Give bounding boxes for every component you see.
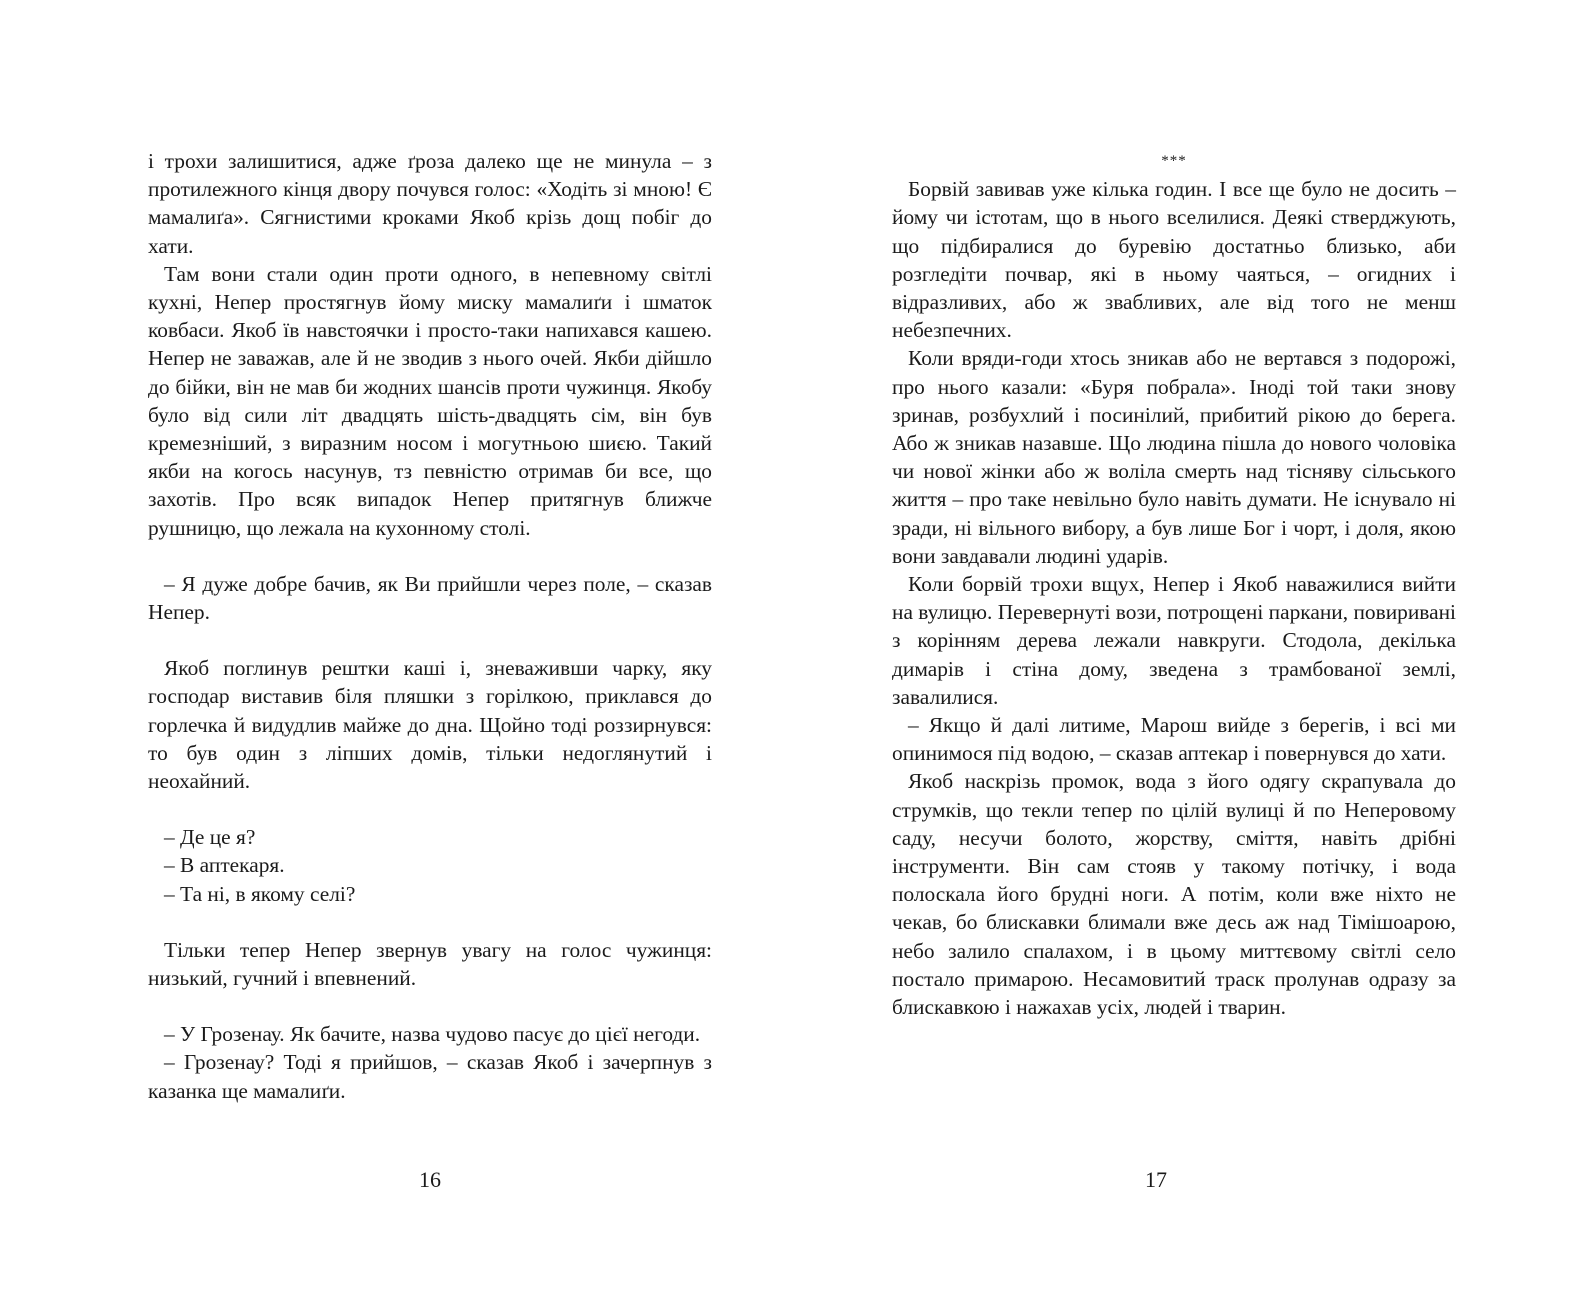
page-number: 16 bbox=[419, 1167, 441, 1192]
paragraph: Там вони стали один проти одного, в непевному світлі кухні, Непер простягнув йому миску мамалиґи і шматок ковбаси. Якоб їв навстоячки і просто-таки напихався кашею. Непер не заважав, але й не зводив з нього очей. Якби дійшло до бійки, він не мав би жодних шансів проти чужинця. Якобу було від сили літ двадцять шість-двадцять сім, він був кремезніший, з виразним носом і могутньою шиєю. Такий якби на когось насунув, тз певністю отримав би все, що захотів. Про всяк випадок Непер притягнув ближче рушницю, що лежала на кухонному столі. bbox=[148, 261, 712, 540]
right-text-column bbox=[892, 147, 1456, 1021]
paragraph: Якоб наскрізь промок, вода з його одягу скрапувала до струмків, що текли тепер по цілій вулиці й по Неперовому саду, несучи болото, жорству, сміття, навіть дрібні інструменти. Він сам стояв у такому потічку, і вода полоскала його брудні ноги. А потім, коли вже ніхто не чекав, бо блискавки блимали вже десь аж над Тімішоарою, небо залило спалахом, і в цьому миттєвому світлі село постало примарою. Несамовитий траск пролунав одразу за блискавкою і нажахав усіх, людей і тварин. bbox=[892, 769, 1456, 1020]
dialogue-line: – Де це я? bbox=[164, 825, 256, 850]
dialogue-line: – У Грозенау. Як бачите, назва чудово пасує до цієї негоди. bbox=[164, 1022, 701, 1047]
dialogue-line: – Та ні, в якому селі? bbox=[164, 881, 356, 906]
dialogue-line: – Грозенау? Тоді я прийшов, – сказав Якоб і зачерпнув з казанка ще мамалиґи. bbox=[148, 1050, 712, 1103]
paragraph: і трохи залишитися, адже ґроза далеко ще не минула – з протилежного кінця двору почувся голос: «Ходіть зі мною! Є мамалиґа». Сягнистими кроками Якоб крізь дощ побіг до хати. bbox=[148, 149, 712, 258]
paragraph: Якоб поглинув рештки каші і, зневаживши чарку, яку господар виставив біля пляшки з горілкою, приклався до горлечка й видудлив майже до дна. Щойно тоді роззирнувся: то був один з ліпших домів, тільки недоглянутий і неохайний. bbox=[148, 656, 712, 794]
paragraph: – Я дуже добре бачив, як Ви прийшли через поле, – сказав Непер. bbox=[148, 571, 712, 625]
paragraph: Коли борвій трохи вщух, Непер і Якоб наважилися вийти на вулицю. Перевернуті вози, потрощені паркани, повиривані з корінням дерева лежали навкруги. Стодола, декілька димарів і стіна дому, зведена з трамбованої землі, завалилися. bbox=[892, 572, 1456, 709]
left-text-column bbox=[148, 147, 712, 1105]
paragraph: Коли вряди-годи хтось зникав або не вертався з подорожі, про нього казали: «Буря побрала». Іноді той таки знову зринав, розбухлий і посинілий, прибитий рікою до берега. Або ж зникав назавше. Що людина пішла до нового чоловіка чи нової жінки або ж воліла смерть над тісняву сільського життя – про таке невільно було навіть думати. Не існувало ні зради, ні вільного вибору, а був лише Бог і чорт, і доля, якою вони завдавали людині ударів. bbox=[892, 346, 1456, 568]
paragraph: Тільки тепер Непер звернув увагу на голос чужинця: низький, гучний і впевнений. bbox=[148, 937, 712, 991]
page-number: 17 bbox=[1145, 1167, 1167, 1192]
right-page bbox=[797, 0, 1594, 1299]
section-separator: *** bbox=[1161, 153, 1187, 169]
paragraph: Борвій завивав уже кілька годин. І все ще було не досить – йому чи істотам, що в нього вселилися. Деякі стверджують, що підбиралися до буревію достатньо близько, аби розгледіти почвар, які в ньому чаяться, – огидних і відразливих, або ж звабливих, але від того не менш небезпечних. bbox=[892, 177, 1456, 343]
dialogue-line: – В аптекаря. bbox=[164, 853, 285, 878]
dialogue-line: – Якщо й далі литиме, Марош вийде з берегів, і всі ми опинимося під водою, – сказав аптекар і повернувся до хати. bbox=[892, 713, 1456, 766]
